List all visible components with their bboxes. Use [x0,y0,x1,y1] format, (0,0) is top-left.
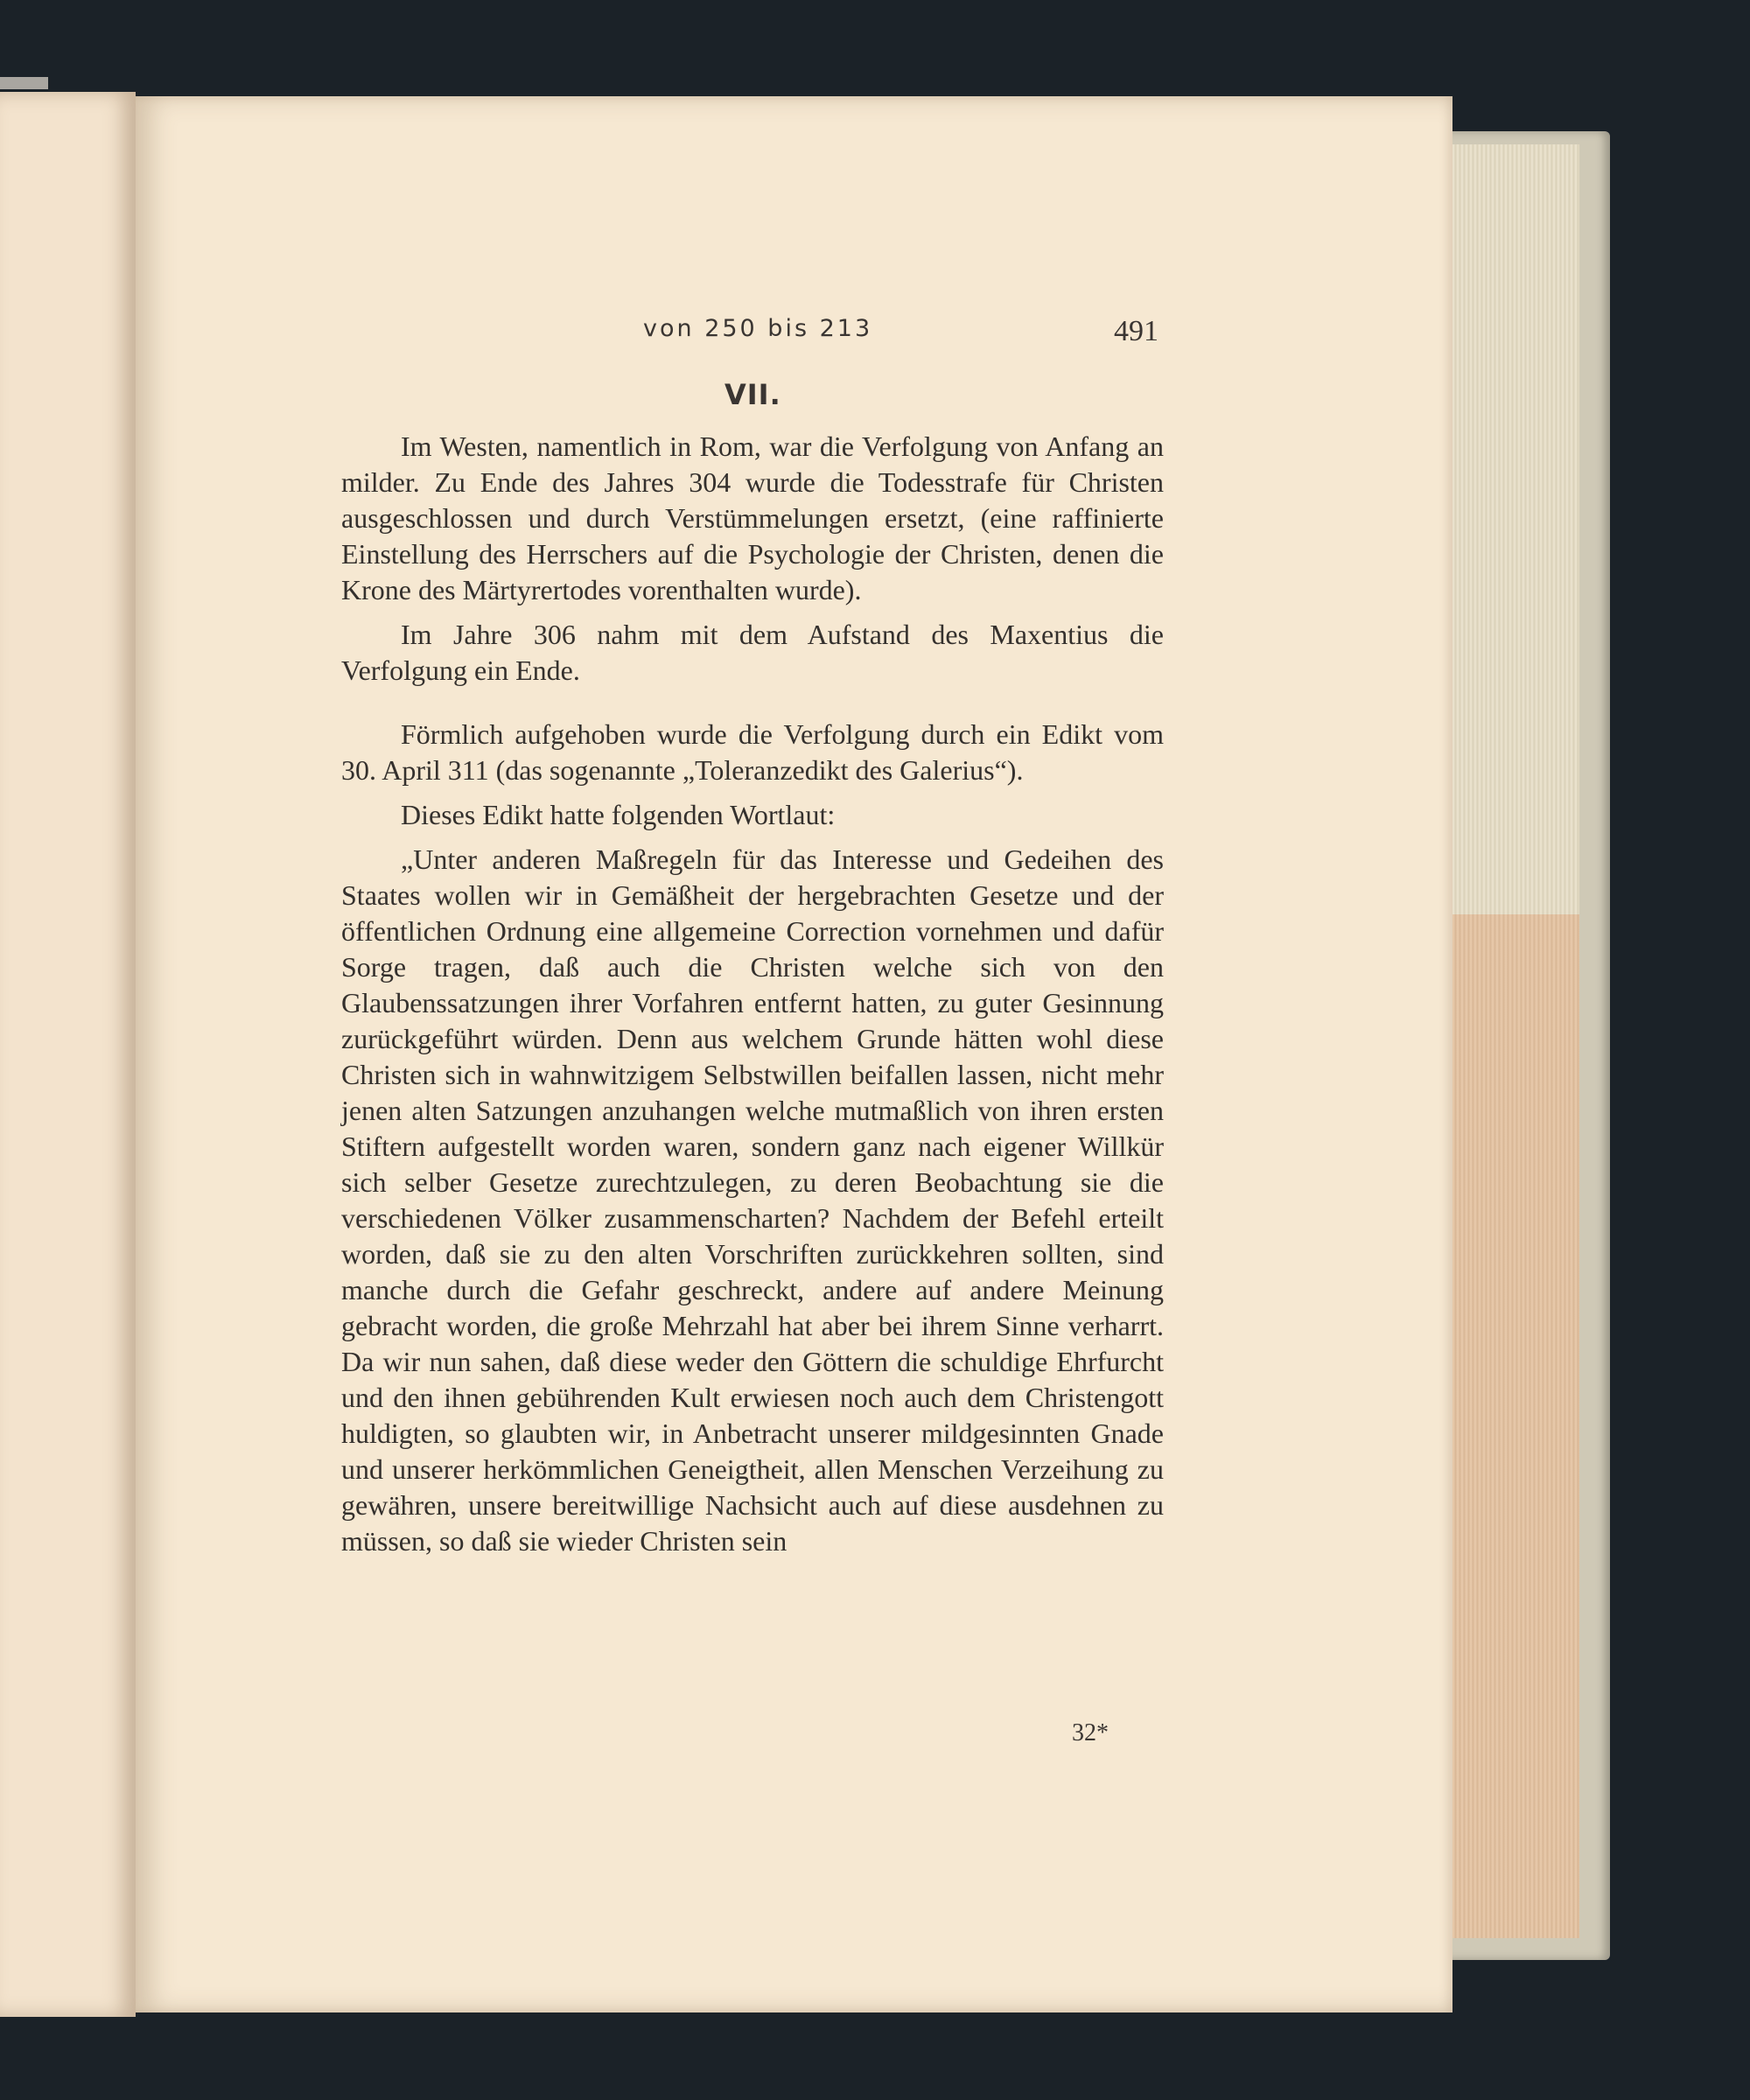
paragraph: Im Jahre 306 nahm mit dem Aufstand des Maxentius die Verfolgung ein Ende. [341,619,1164,686]
paragraph: Dieses Edikt hatte folgenden Wortlaut: [401,799,836,830]
page-number: 491 [1114,315,1158,347]
left-page-stamp [0,77,48,89]
paragraph: Im Westen, namentlich in Rom, war die Verfolgung von Anfang an milder. Zu Ende des Jahres 304 wurde die Todesstrafe für Christen ausgeschlossen und durch Verstümmelungen ersetzt, (eine raffinierte Einstellung des Herrschers auf die Psychologie der Christen, denen die Krone des Märtyrertodes vorenthalten wurde). [341,430,1164,606]
paragraph: „Unter anderen Maßregeln für das Interesse und Gedeihen des Staates wollen wir in Gemäßheit der hergebrachten Gesetze und der öffentlichen Ordnung eine allgemeine Correction vornehmen und dafür Sorge tragen, daß auch die Christen welche sich von den Glaubenssatzungen ihrer Vorfahren entfernt hatten, zu guter Gesinnung zurückgeführt würden. Denn aus welchem Grunde hätten wohl diese Christen sich in wahnwitzigem Selbstwillen beifallen lassen, nicht mehr jenen alten Satzungen anzuhangen welche mutmaßlich von ihren ersten Stiftern aufgestellt worden waren, sondern ganz nach eigener Willkür sich selber Gesetze zurechtzulegen, zu deren Beobachtung sie die verschiedenen Völker zusammenscharten? Nachdem der Befehl erteilt worden, daß sie zu den alten Vorschriften zurückkehren sollten, sind manche durch die Gefahr geschreckt, andere auf andere Meinung gebracht worden, die große Mehrzahl hat aber bei ihrem Sinne verharrt. Da wir nun sahen, daß diese weder den Göttern die schuldige Ehrfurcht und den ihnen gebührenden Kult erwiesen noch auch dem Christengott huldigten, so glaubten wir, in Anbetracht unserer mildgesinnten Gnade und unserer herkömmlichen Geneigtheit, allen Menschen Verzeihung zu gewähren, unsere bereitwillige Nachsicht auch auf diese ausdehnen zu müssen, so daß sie wieder Christen sein [341,844,1164,1557]
paragraph: Förmlich aufgehoben wurde die Verfolgung durch ein Edikt vom 30. April 311 (das sogenannte „Toleranzedikt des Galerius“). [341,718,1164,786]
left-page-edge [0,92,136,2017]
running-head: von 250 bis 213 [643,315,873,342]
signature-mark: 32* [1072,1719,1109,1746]
body-text [341,429,1164,1559]
chapter-heading: VII. [724,378,781,411]
page-block-edge-lower [1448,914,1579,1938]
